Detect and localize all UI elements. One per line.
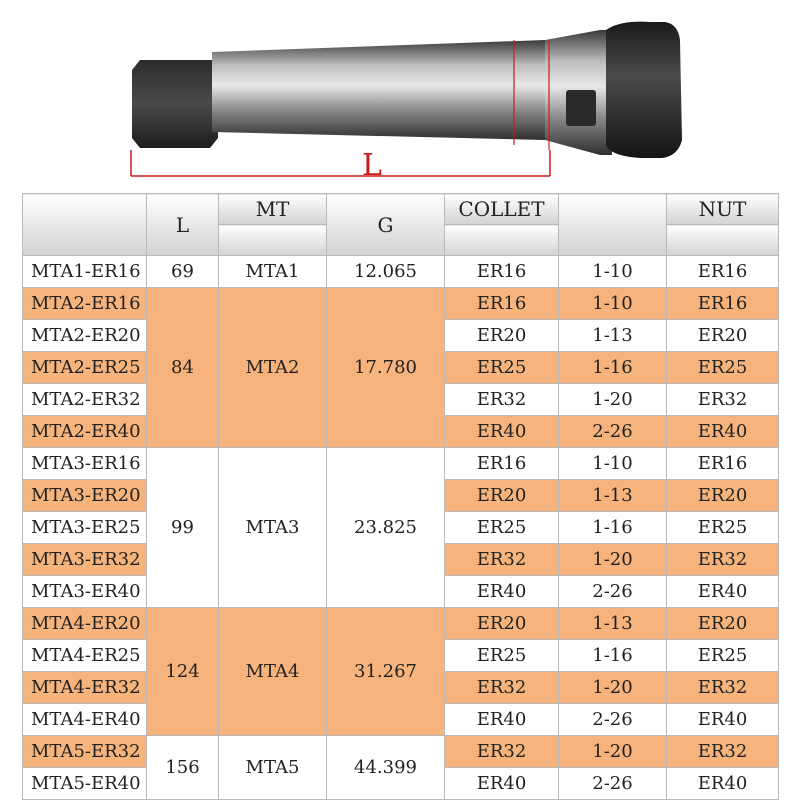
cell-nut: ER20: [667, 480, 779, 512]
cell-model: MTA5-ER32: [23, 736, 147, 768]
cell-model: MTA3-ER25: [23, 512, 147, 544]
cell-g: 23.825: [327, 448, 445, 608]
header-g: G: [327, 194, 445, 256]
cell-g: 12.065: [327, 256, 445, 288]
cell-nut: ER32: [667, 544, 779, 576]
dimension-label: L: [362, 148, 382, 183]
cell-range: 1-13: [559, 608, 667, 640]
table-row: [23, 736, 779, 768]
cell-collet: ER25: [445, 352, 559, 384]
header-collet-sub: [445, 225, 559, 256]
cell-collet: ER25: [445, 640, 559, 672]
cell-l: 99: [147, 448, 219, 608]
taper-shaft-shape: [212, 40, 545, 140]
cell-nut: ER40: [667, 768, 779, 800]
cell-range: 1-16: [559, 352, 667, 384]
cell-range: 1-20: [559, 736, 667, 768]
cell-nut: ER25: [667, 640, 779, 672]
cell-range: 1-20: [559, 672, 667, 704]
cell-nut: ER40: [667, 416, 779, 448]
cell-collet: ER16: [445, 288, 559, 320]
spec-table-body: [23, 256, 779, 800]
cell-model: MTA4-ER32: [23, 672, 147, 704]
cell-nut: ER40: [667, 576, 779, 608]
cell-model: MTA2-ER25: [23, 352, 147, 384]
cell-model: MTA4-ER20: [23, 608, 147, 640]
header-nut-sub: [667, 225, 779, 256]
cell-g: 31.267: [327, 608, 445, 736]
cell-model: MTA3-ER40: [23, 576, 147, 608]
cell-collet: ER20: [445, 608, 559, 640]
cell-collet: ER32: [445, 544, 559, 576]
cell-collet: ER20: [445, 320, 559, 352]
cell-collet: ER25: [445, 512, 559, 544]
cell-model: MTA2-ER16: [23, 288, 147, 320]
header-mt-sub: [219, 225, 327, 256]
cell-range: 1-16: [559, 640, 667, 672]
cell-model: MTA4-ER40: [23, 704, 147, 736]
cell-range: 1-13: [559, 320, 667, 352]
wrench-flat-shape: [566, 90, 596, 126]
cell-nut: ER32: [667, 384, 779, 416]
cell-model: MTA3-ER16: [23, 448, 147, 480]
cell-range: 2-26: [559, 576, 667, 608]
cell-collet: ER20: [445, 480, 559, 512]
cell-model: MTA3-ER20: [23, 480, 147, 512]
header-mt: MT: [219, 194, 327, 225]
cell-nut: ER16: [667, 448, 779, 480]
nut-shape: [606, 22, 682, 158]
collet-chuck-illustration: [0, 0, 800, 190]
cell-collet: ER40: [445, 576, 559, 608]
cell-mt: MTA5: [219, 736, 327, 800]
table-row: [23, 256, 779, 288]
cell-range: 1-10: [559, 256, 667, 288]
table-row: [23, 608, 779, 640]
cell-mt: MTA2: [219, 288, 327, 448]
cell-range: 1-10: [559, 288, 667, 320]
cell-l: 69: [147, 256, 219, 288]
cell-nut: ER32: [667, 736, 779, 768]
cell-mt: MTA4: [219, 608, 327, 736]
header-model: [23, 194, 147, 256]
spec-table: [22, 193, 779, 800]
cell-collet: ER16: [445, 256, 559, 288]
cell-l: 124: [147, 608, 219, 736]
cell-g: 17.780: [327, 288, 445, 448]
cell-collet: ER16: [445, 448, 559, 480]
cell-nut: ER16: [667, 288, 779, 320]
cell-nut: ER25: [667, 352, 779, 384]
cell-range: 1-20: [559, 384, 667, 416]
cell-collet: ER32: [445, 736, 559, 768]
cell-model: MTA2-ER40: [23, 416, 147, 448]
cell-nut: ER32: [667, 672, 779, 704]
cell-collet: ER40: [445, 704, 559, 736]
cell-range: 2-26: [559, 704, 667, 736]
cell-range: 2-26: [559, 416, 667, 448]
cell-model: MTA2-ER32: [23, 384, 147, 416]
cell-collet: ER40: [445, 768, 559, 800]
cell-g: 44.399: [327, 736, 445, 800]
cell-nut: ER20: [667, 608, 779, 640]
cell-model: MTA5-ER40: [23, 768, 147, 800]
cell-range: 1-10: [559, 448, 667, 480]
product-figure: [0, 0, 800, 190]
cell-nut: ER20: [667, 320, 779, 352]
cell-nut: ER40: [667, 704, 779, 736]
header-collet: COLLET: [445, 194, 559, 225]
cell-mt: MTA3: [219, 448, 327, 608]
cell-model: MTA2-ER20: [23, 320, 147, 352]
cell-range: 2-26: [559, 768, 667, 800]
cell-model: MTA1-ER16: [23, 256, 147, 288]
cell-nut: ER25: [667, 512, 779, 544]
header-nut: NUT: [667, 194, 779, 225]
cell-model: MTA4-ER25: [23, 640, 147, 672]
cell-l: 84: [147, 288, 219, 448]
cell-nut: ER16: [667, 256, 779, 288]
cell-collet: ER40: [445, 416, 559, 448]
tang-shape: [132, 60, 218, 148]
table-row: [23, 288, 779, 320]
cell-range: 1-20: [559, 544, 667, 576]
cell-collet: ER32: [445, 384, 559, 416]
cell-range: 1-16: [559, 512, 667, 544]
cell-l: 156: [147, 736, 219, 800]
header-range: [559, 194, 667, 256]
cell-range: 1-13: [559, 480, 667, 512]
cell-mt: MTA1: [219, 256, 327, 288]
cell-collet: ER32: [445, 672, 559, 704]
table-row: [23, 448, 779, 480]
header-l: L: [147, 194, 219, 256]
cell-model: MTA3-ER32: [23, 544, 147, 576]
